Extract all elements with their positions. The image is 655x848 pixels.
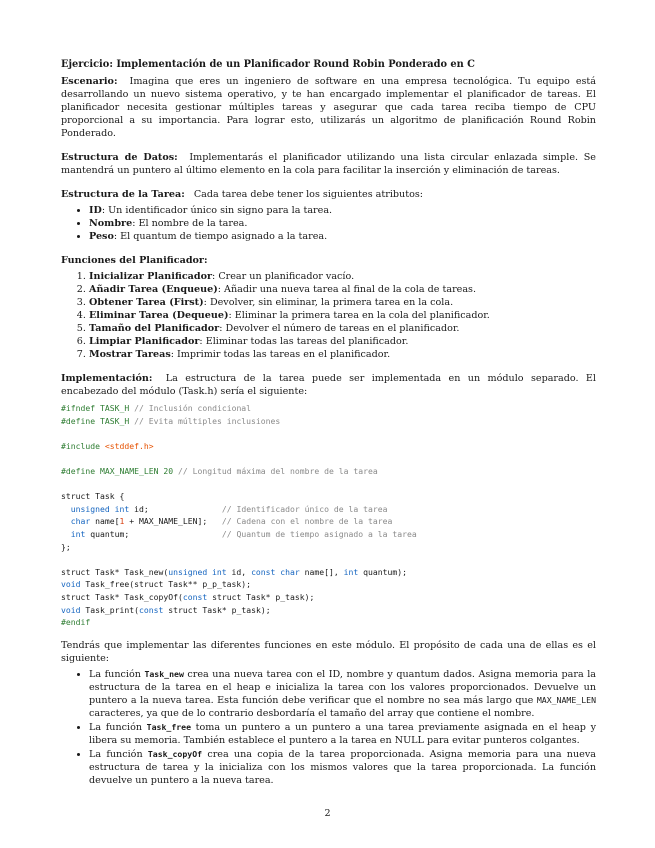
code-line: struct Task {: [61, 491, 125, 502]
function-name: Limpiar Planificador: [89, 336, 200, 347]
code-keyword: const: [182, 591, 208, 602]
funciones-heading: Funciones del Planificador:: [61, 255, 208, 266]
function-desc: : Eliminar la primera tarea en la cola del planificador.: [228, 310, 490, 321]
attribute-desc: : El quantum de tiempo asignado a la tarea.: [113, 231, 328, 242]
code-line: void Task_print(const struct Task* p_task);: [61, 604, 271, 615]
code-keyword: const: [138, 604, 164, 615]
function-code-name: Task_copyOf: [147, 748, 203, 759]
function-desc: : Imprimir todas las tareas en el planificador.: [170, 349, 391, 360]
code-line: [61, 503, 596, 516]
list-item: [89, 230, 596, 243]
code-line: struct Task* Task_new(unsigned int id, const char name[], int quantum);: [61, 566, 408, 577]
code-preprocessor: #include: [61, 440, 100, 451]
estructura-datos-heading: Estructura de Datos:: [61, 152, 178, 163]
code-string: <stddef.h>: [104, 440, 154, 451]
code-keyword: void: [61, 604, 81, 615]
scheduler-function-list: [61, 270, 596, 361]
code-line: [61, 616, 596, 629]
escenario-paragraph: [61, 75, 596, 140]
function-code-name: Task_new: [144, 668, 184, 679]
code-line: [61, 515, 596, 528]
code-comment: // Longitud máxima del nombre de la tarea: [177, 465, 378, 476]
function-name: Eliminar Tarea (Dequeue): [89, 310, 229, 321]
code-comment: // Quantum de tiempo asignado a la tarea: [221, 528, 417, 539]
code-line: [61, 440, 596, 453]
code-line: [61, 465, 596, 478]
list-item: [89, 204, 596, 217]
function-desc: : Devolver, sin eliminar, la primera tarea en la cola.: [203, 297, 454, 308]
code-line: struct Task* Task_copyOf(const struct Task* p_task);: [61, 591, 315, 602]
list-item: [89, 309, 596, 322]
attribute-name: Nombre: [89, 218, 133, 229]
function-desc: : Eliminar todas las tareas del planificador.: [199, 336, 409, 347]
attribute-desc: : El nombre de la tarea.: [132, 218, 248, 229]
code-text: quantum;: [85, 528, 130, 539]
constant-code-name: MAX_NAME_LEN: [536, 694, 596, 705]
implementacion-heading: Implementación:: [61, 373, 153, 384]
list-item: [89, 270, 596, 283]
function-code-name: Task_free: [146, 721, 192, 732]
list-item: [89, 296, 596, 309]
code-line: void Task_free(struct Task** p_p_task);: [61, 579, 252, 590]
code-keyword: void: [61, 579, 81, 590]
exercise-title: Ejercicio: Implementación de un Planificador Round Robin Ponderado en C: [61, 59, 475, 70]
code-text: name[: [90, 516, 120, 527]
code-block: [61, 402, 596, 629]
function-desc: : Añadir una nueva tarea al final de la cola de tareas.: [217, 284, 477, 295]
code-preprocessor: #define MAX_NAME_LEN: [61, 465, 159, 476]
code-text: + MAX_NAME_LEN];: [124, 516, 208, 527]
implementacion-text: La estructura de la tarea puede ser implementada en un módulo separado. El encabezado del módulo (Task.h) sería el siguiente:: [61, 373, 596, 397]
list-item: [89, 283, 596, 296]
code-keyword: int: [70, 528, 86, 539]
code-keyword: const char: [251, 566, 300, 577]
code-line: };: [61, 541, 71, 552]
list-item: [89, 348, 596, 361]
escenario-heading: Escenario:: [61, 76, 118, 87]
function-name: Tamaño del Planificador: [89, 323, 220, 334]
code-comment: // Inclusión condicional: [134, 403, 252, 413]
attribute-desc: : Un identificador único sin signo para la tarea.: [101, 205, 333, 216]
estructura-datos-paragraph: [61, 151, 596, 177]
function-name: Inicializar Planificador: [89, 271, 213, 282]
code-text: id;: [129, 503, 149, 514]
estructura-tarea-text: Cada tarea debe tener los siguientes atributos:: [193, 189, 423, 200]
code-keyword: unsigned int: [168, 566, 227, 577]
function-name: Obtener Tarea (First): [89, 297, 204, 308]
code-line: [61, 528, 596, 541]
document-page: [61, 58, 596, 798]
list-item: • La función Task_new crea una nueva tarea con el ID, nombre y quantum dados. Asigna memoria para la estructura de la tarea en el heap e inicializa la tarea con los valores proporcionados. Devuelve un puntero a la nueva tarea. Esta función debe verificar que el nombre no sea más largo que MAX_NAME_LEN caracteres, ya que de lo contrario desbordaría el tamaño del array que contiene el nombre.: [89, 668, 596, 720]
function-desc: : Devolver el número de tareas en el planificador.: [219, 323, 460, 334]
code-comment: // Identificador único de la tarea: [221, 503, 388, 514]
attribute-name: ID: [89, 205, 102, 216]
list-item: [89, 335, 596, 348]
code-keyword: int: [343, 566, 359, 577]
function-desc: : Crear un planificador vacío.: [212, 271, 355, 282]
code-number: 1: [119, 516, 125, 527]
function-name: Añadir Tarea (Enqueue): [89, 284, 218, 295]
code-line: [61, 402, 596, 415]
escenario-text: Imagina que eres un ingeniero de software en una empresa tecnológica. Tu equipo está desarrollando un nuevo sistema operativo, y te han encargado implementar el planificador de tareas. El planificador necesita gestionar múltiples tareas y asegurar que cada tarea reciba tiempo de CPU proporcional a su importancia. Para lograr esto, utilizarás un algoritmo de planificación Round Robin Ponderado.: [61, 76, 596, 139]
estructura-tarea-heading: Estructura de la Tarea:: [61, 189, 185, 200]
task-attribute-list: [61, 204, 596, 243]
list-item: • La función Task_copyOf crea una copia de la tarea proporcionada. Asigna memoria para una nueva estructura de tarea y la inicializa con los mismos valores que la tarea proporcionada. La función devuelve un puntero a la nueva tarea.: [89, 748, 596, 787]
function-name: Mostrar Tareas: [89, 349, 171, 360]
estructura-datos-text: Implementarás el planificador utilizando una lista circular enlazada simple. Se mantendrá un puntero al último elemento en la cola para facilitar la inserción y eliminación de tareas.: [61, 152, 596, 176]
estructura-tarea-paragraph: [61, 188, 596, 201]
code-preprocessor: #ifndef TASK_H: [61, 403, 130, 413]
code-number: 20: [163, 465, 174, 476]
after-code-paragraph: Tendrás que implementar las diferentes funciones en este módulo. El propósito de cada una de ellas es el siguiente:: [61, 639, 596, 664]
list-item: • La función Task_free toma un puntero a un puntero a una tarea previamente asignada en el heap y libera su memoria. También establece el puntero a la tarea en NULL para evitar punteros colgantes.: [89, 721, 596, 747]
code-comment: // Evita múltiples inclusiones: [134, 415, 281, 426]
list-item: [89, 322, 596, 335]
implementacion-paragraph: [61, 372, 596, 398]
code-preprocessor: #define TASK_H: [61, 415, 130, 426]
code-keyword: char: [70, 516, 91, 527]
list-item: [89, 217, 596, 230]
code-keyword: unsigned int: [70, 503, 130, 514]
code-comment: // Cadena con el nombre de la tarea: [221, 516, 393, 527]
function-description-list: [61, 668, 596, 787]
code-line: [61, 415, 596, 428]
code-preprocessor: #endif: [61, 617, 91, 628]
page-number: 2: [324, 808, 331, 819]
attribute-name: Peso: [89, 231, 114, 242]
